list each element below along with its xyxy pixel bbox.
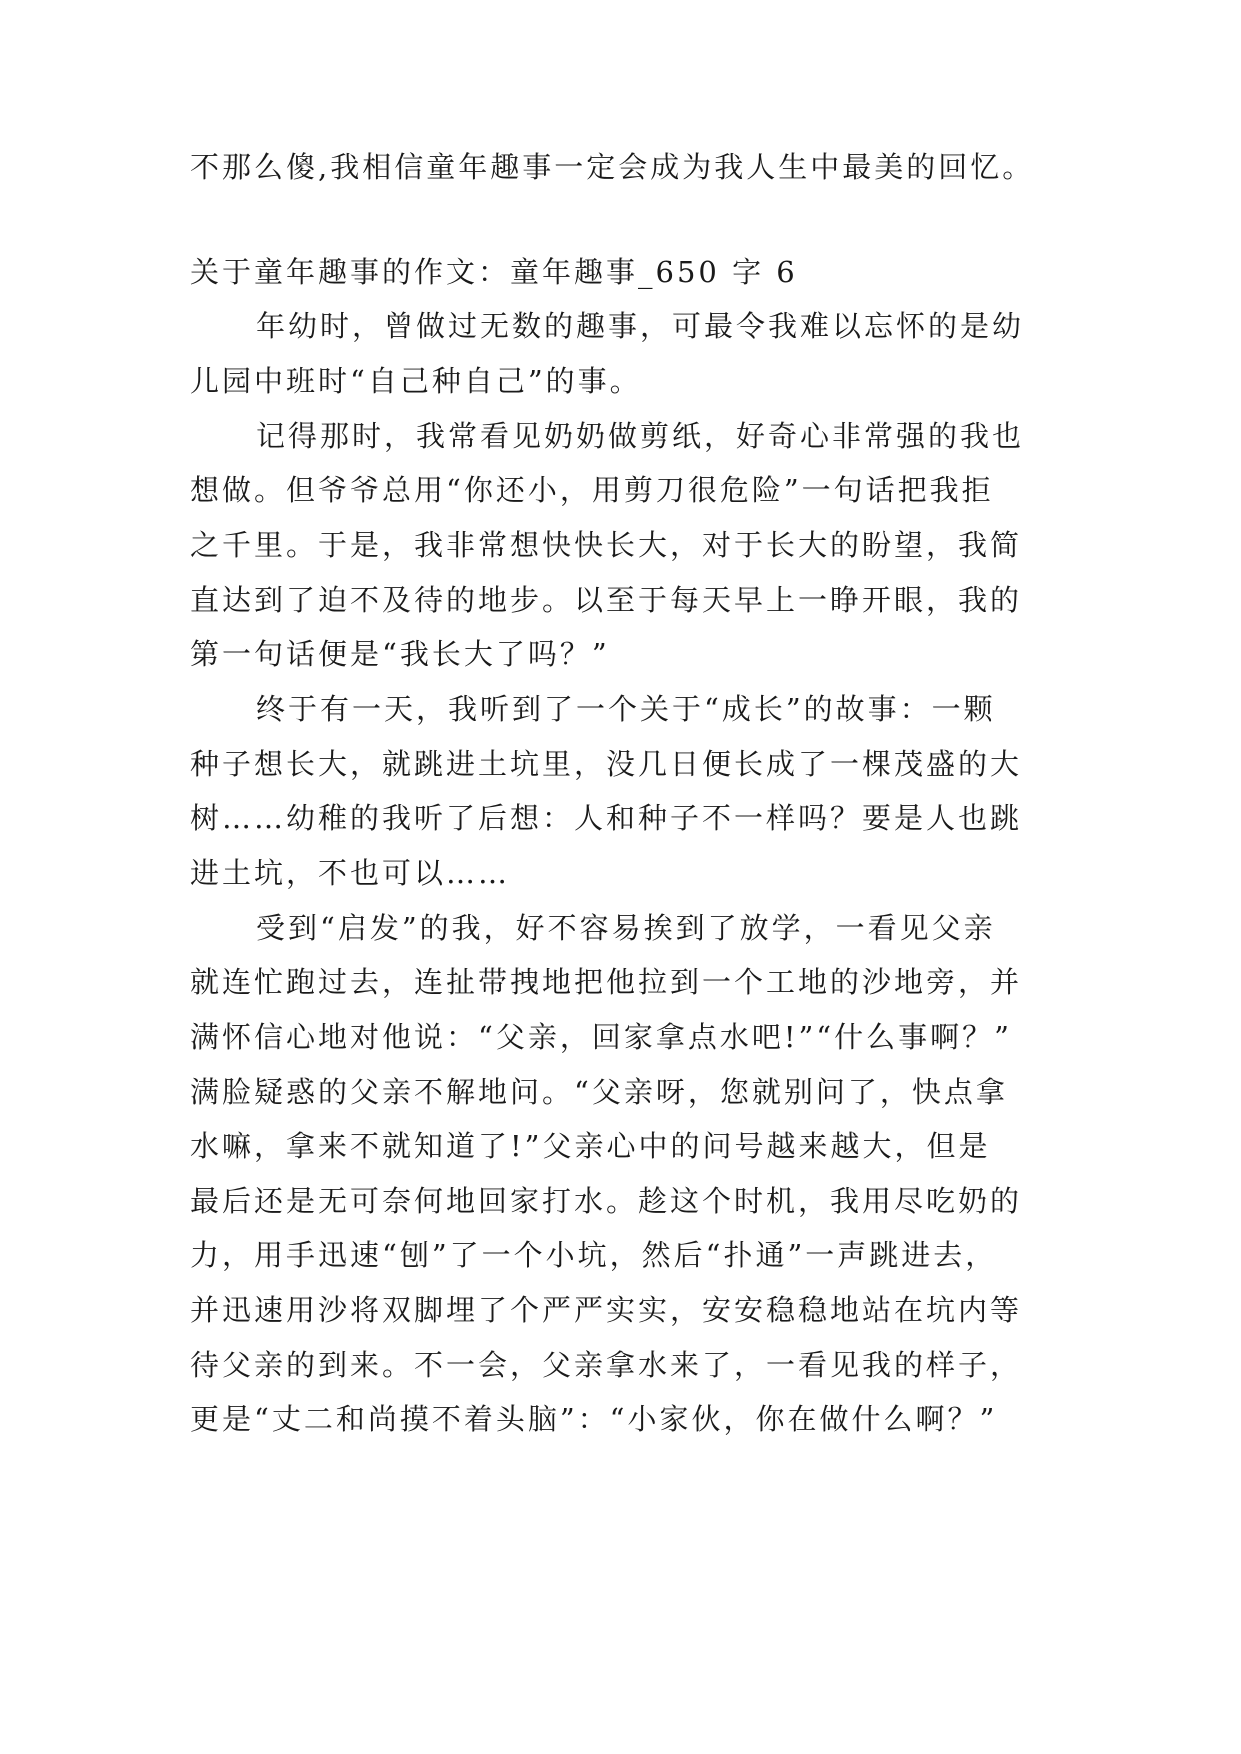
paragraph-line: 种子想长大，就跳进土坑里，没几日便长成了一棵茂盛的大 (190, 747, 1023, 781)
paragraph-line: 满脸疑惑的父亲不解地问。“父亲呀，您就别问了，快点拿 (190, 1075, 1008, 1109)
paragraph-line: 之千里。于是，我非常想快快长大，对于长大的盼望，我简 (190, 528, 1023, 562)
section-title: 关于童年趣事的作文：童年趣事_650 字 6 (190, 255, 798, 289)
paragraph-line: 想做。但爷爷总用“你还小，用剪刀很危险”一句话把我拒 (190, 473, 994, 507)
paragraph-line: 年幼时，曾做过无数的趣事，可最令我难以忘怀的是幼 (256, 309, 1025, 343)
paragraph-line: 就连忙跑过去，连扯带拽地把他拉到一个工地的沙地旁，并 (190, 965, 1023, 999)
paragraph-line: 记得那时，我常看见奶奶做剪纸，好奇心非常强的我也 (256, 419, 1025, 453)
paragraph-line: 并迅速用沙将双脚埋了个严严实实，安安稳稳地站在坑内等 (190, 1293, 1023, 1327)
paragraph-line: 水嘛，拿来不就知道了!”父亲心中的问号越来越大，但是 (190, 1129, 991, 1163)
paragraph-line: 直达到了迫不及待的地步。以至于每天早上一睁开眼，我的 (190, 583, 1023, 617)
paragraph-line: 最后还是无可奈何地回家打水。趁这个时机，我用尽吃奶的 (190, 1184, 1023, 1218)
paragraph-line: 待父亲的到来。不一会，父亲拿水来了，一看见我的样子， (190, 1348, 1023, 1382)
paragraph-line: 进土坑，不也可以…… (190, 856, 511, 890)
paragraph-line: 儿园中班时“自己种自己”的事。 (190, 364, 642, 398)
paragraph-line: 受到“启发”的我，好不容易挨到了放学，一看见父亲 (256, 911, 996, 945)
paragraph-line: 更是“丈二和尚摸不着头脑”：“小家伙，你在做什么啊？” (190, 1402, 998, 1436)
paragraph-line: 力，用手迅速“刨”了一个小坑，然后“扑通”一声跳进去， (190, 1238, 998, 1272)
paragraph-line: 树……幼稚的我听了后想：人和种子不一样吗？要是人也跳 (190, 801, 1023, 835)
paragraph-line: 终于有一天，我听到了一个关于“成长”的故事：一颗 (256, 692, 996, 726)
paragraph-line: 第一句话便是“我长大了吗？” (190, 637, 610, 671)
intro-line: 不那么傻,我相信童年趣事一定会成为我人生中最美的回忆。 (190, 150, 1035, 184)
paragraph-line: 满怀信心地对他说：“父亲，回家拿点水吧!”“什么事啊？” (190, 1020, 1012, 1054)
